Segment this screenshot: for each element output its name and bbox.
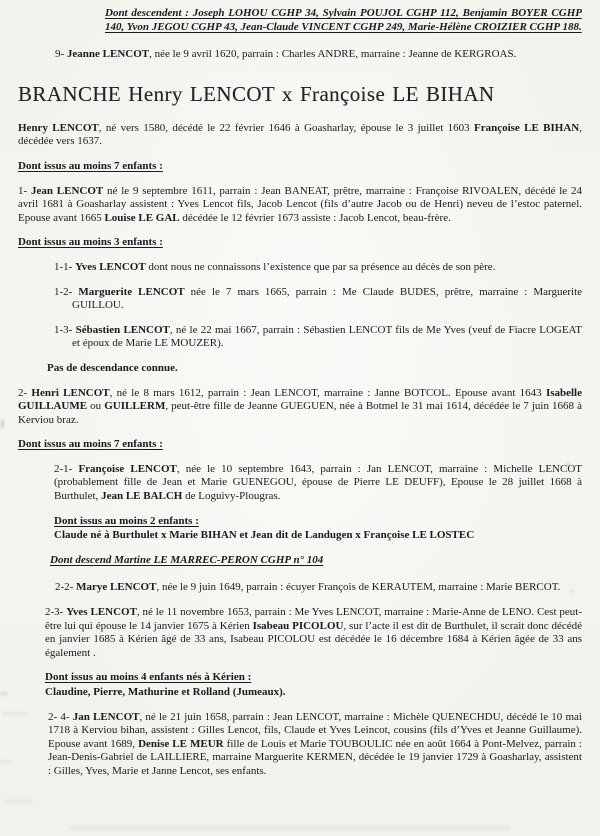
text-run: Dont descendent : Joseph LOHOU CGHP 34, Sylvain POUJOL CGHP 112, Benjamin BOYER CGHP 140, Yvon JEGOU CGHP 43, Jean-Claude VINCENT CGHP 249, Marie-Hélène CROIZIER CGHP 188. (105, 7, 582, 33)
text-run: 2-3- (45, 606, 67, 619)
text-run: Dont issus au moins 4 enfants nés à Kérien : (45, 671, 252, 684)
martine-descend-note (50, 554, 582, 568)
heading-7-enfants (18, 160, 582, 174)
document-body (18, 7, 582, 779)
scan-artifact (0, 692, 7, 696)
text-run: Dont descend Martine LE MARREC-PERON CGHP n° 104 (50, 553, 324, 566)
child-1-2-marguerite (54, 285, 583, 313)
heading-7-enfants-2 (18, 438, 582, 452)
text-run: Henry LENCOT (18, 121, 99, 134)
text-run: Jeanne LENCOT (66, 48, 150, 61)
text-run: de Loguivy-Plougras. (182, 490, 281, 503)
text-run: , né le 21 juin 1658, parrain : Jean LENCOT, marraine : Michèle QUENECHDU, décédé le 10 mai 1718 à Kerviou bihan, assistent : Gilles Lencot, fils, Claude et Yves Leincot, cousins (fils d’Yves et Jeanne Guillaume). Epouse avant 1689, (48, 710, 582, 750)
child-1-jean (18, 185, 582, 226)
scan-artifact (1, 420, 4, 428)
text-run: , né vers 1580, décédé le 22 février 1646 à Goasharlay, épouse le 3 juillet 1603 (98, 121, 474, 134)
child-1-1-yves (54, 260, 582, 275)
text-run: Louise LE GAL (104, 211, 180, 224)
text-run: Françoise LENCOT (78, 462, 177, 475)
scan-artifact (3, 800, 33, 803)
text-run: , né le 22 mai 1667, parrain : Sébastien LENCOT fils de Me Yves (veuf de Fiacre LOGEAT et époux de Marie LE MOUZER). (72, 323, 583, 350)
text-run: Françoise LE BIHAN (473, 121, 580, 134)
child-1-3-sebastien (54, 323, 583, 351)
text-run: , décédée vers 1637. (18, 121, 582, 148)
text-run: Dont issus au moins 7 enfants : (18, 438, 163, 451)
text-run: 1-2- (54, 285, 79, 298)
claude-jean-line (54, 529, 582, 543)
text-run: née le 7 mars 1665, parrain : Me Claude BUDES, prêtre, marraine : Marguerite GUILLOU. (72, 285, 583, 312)
text-run: , né le 8 mars 1612, parrain : Jean LENCOT, marraine : Janne BOTCOL. Epouse avant 1643 (109, 386, 546, 399)
text-run: Jan LENCOT (72, 710, 140, 723)
text-run: Dont issus au moins 7 enfants : (18, 159, 163, 172)
text-run: , née le 9 juin 1649, parrain : écuyer François de KERAUTEM, marraine : Marie BERCOT. (156, 581, 561, 594)
text-run: Isabeau PICOLOU (252, 619, 344, 632)
text-run: , sur l’acte il est dit de Burthulet, il scrait donc décédé en janvier 1685 à Kérien âgé de 33 ans, Isabeau PICOLOU est décédée le 16 décembre 1684 à Kérien âgée de 33 ans également . (45, 619, 582, 659)
branch-title (18, 81, 582, 107)
text-run: BRANCHE Henry LENCOT x Françoise LE BIHAN (18, 81, 495, 106)
text-run: 9- (55, 48, 67, 61)
child-2-3-yves (45, 606, 582, 660)
scan-artifact (0, 760, 10, 763)
text-run: GUILLERM (104, 400, 166, 413)
text-run: , née le 10 septembre 1643, parrain : Jan LENCOT, marraine : Michelle LENCOT (probablement fille de Jean et Marie GUENEGOU, épouse de Pierre LE DEUFF), Epouse le 28 juillet 1668 à Burthulet, (54, 462, 583, 503)
text-run: Pas de descendance connue. (47, 361, 178, 374)
text-run: dont nous ne connaissons l’existence que par sa présence au décès de son père. (145, 260, 496, 273)
text-run: Marguerite LENCOT (78, 285, 185, 298)
child-2-2-marye (18, 581, 582, 595)
child-2-henri (18, 387, 582, 428)
no-descendance-note (47, 362, 582, 376)
text-run: Yves LENCOT (75, 260, 146, 273)
text-run: Claudine, Pierre, Mathurine et Rolland (Jumeaux). (45, 686, 286, 698)
child-9-jeanne (18, 48, 582, 62)
text-run: Dont issus au moins 3 enfants : (18, 236, 163, 249)
text-run: Dont issus au moins 2 enfants : (54, 514, 199, 527)
child-2-1-francoise (54, 463, 582, 504)
text-run: , née le 9 avril 1620, parrain : Charles ANDRE, marraine : Jeanne de KERGROAS. (149, 48, 517, 61)
text-run: 2- 4- (48, 710, 73, 723)
text-run: décédée le 12 février 1673 assiste : Jacob Lencot, beau-frère. (179, 211, 451, 224)
heading-3-enfants (18, 236, 582, 250)
scan-artifact (70, 826, 510, 830)
text-run: Henri LENCOT (31, 386, 110, 399)
text-run: né le 9 septembre 1611, parrain : Jean BANEAT, prêtre, marraine : Françoise RIVOALEN, décédé le 24 avril 1681 à Goasharlay assistent : Yves Lencot fils, Jacob Lencot (fils d’autre Jacob ou de Henri) neveu de l’estoc paternel. Epouse avant 1665 (18, 184, 582, 224)
text-run: 1-1- (54, 260, 76, 273)
text-run: Sébastien LENCOT (75, 323, 170, 336)
text-run: Isabelle GUILLAUME (18, 386, 582, 413)
text-run: Yves LENCOT (66, 606, 137, 619)
text-run: 1-3- (54, 323, 76, 336)
henry-lencot-paragraph (18, 122, 582, 149)
text-run: 1- (18, 184, 31, 197)
text-run: 2-2- (55, 581, 77, 594)
descendants-note (105, 7, 582, 34)
text-run: 2-1- (54, 462, 79, 475)
text-run: fille de Louis et Marie TOUBOULIC née en août 1664 à Pont-Melvez, parrain : Jean-Denis-Gabriel de LAILLIERE, marraine Marguerite KERMEN, décédée le 19 janvier 1729 à Goasharlay, assistent : Gilles, Yves, Marie et Janne Lencot, ses enfants. (48, 737, 582, 777)
heading-2-enfants (54, 515, 582, 529)
text-run: Jean LE BALCH (101, 490, 183, 503)
text-run: Denise LE MEUR (138, 737, 224, 750)
text-run: Jean LENCOT (30, 184, 104, 197)
text-run: , né le 11 novembre 1653, parrain : Me Yves LENCOT, marraine : Marie-Anne de LENO. Cest peut-être lui qui épouse le 14 janvier 1675 à Kérien (45, 606, 582, 632)
child-2-4-jan (48, 711, 582, 779)
heading-4-enfants-kerien (45, 671, 582, 685)
text-run: , peut-être fille de Jeanne GUEGUEN, née à Botmel le 31 mai 1614, décédée le 7 juin 1668 à Kerviou braz. (18, 400, 582, 426)
text-run: ou (87, 400, 105, 413)
text-run: Claude né à Burthulet x Marie BIHAN et Jean dit de Landugen x Françoise LE LOSTEC (54, 529, 475, 542)
claudine-line (45, 686, 582, 700)
text-run: Marye LENCOT (76, 581, 157, 594)
text-run: 2- (18, 386, 32, 399)
